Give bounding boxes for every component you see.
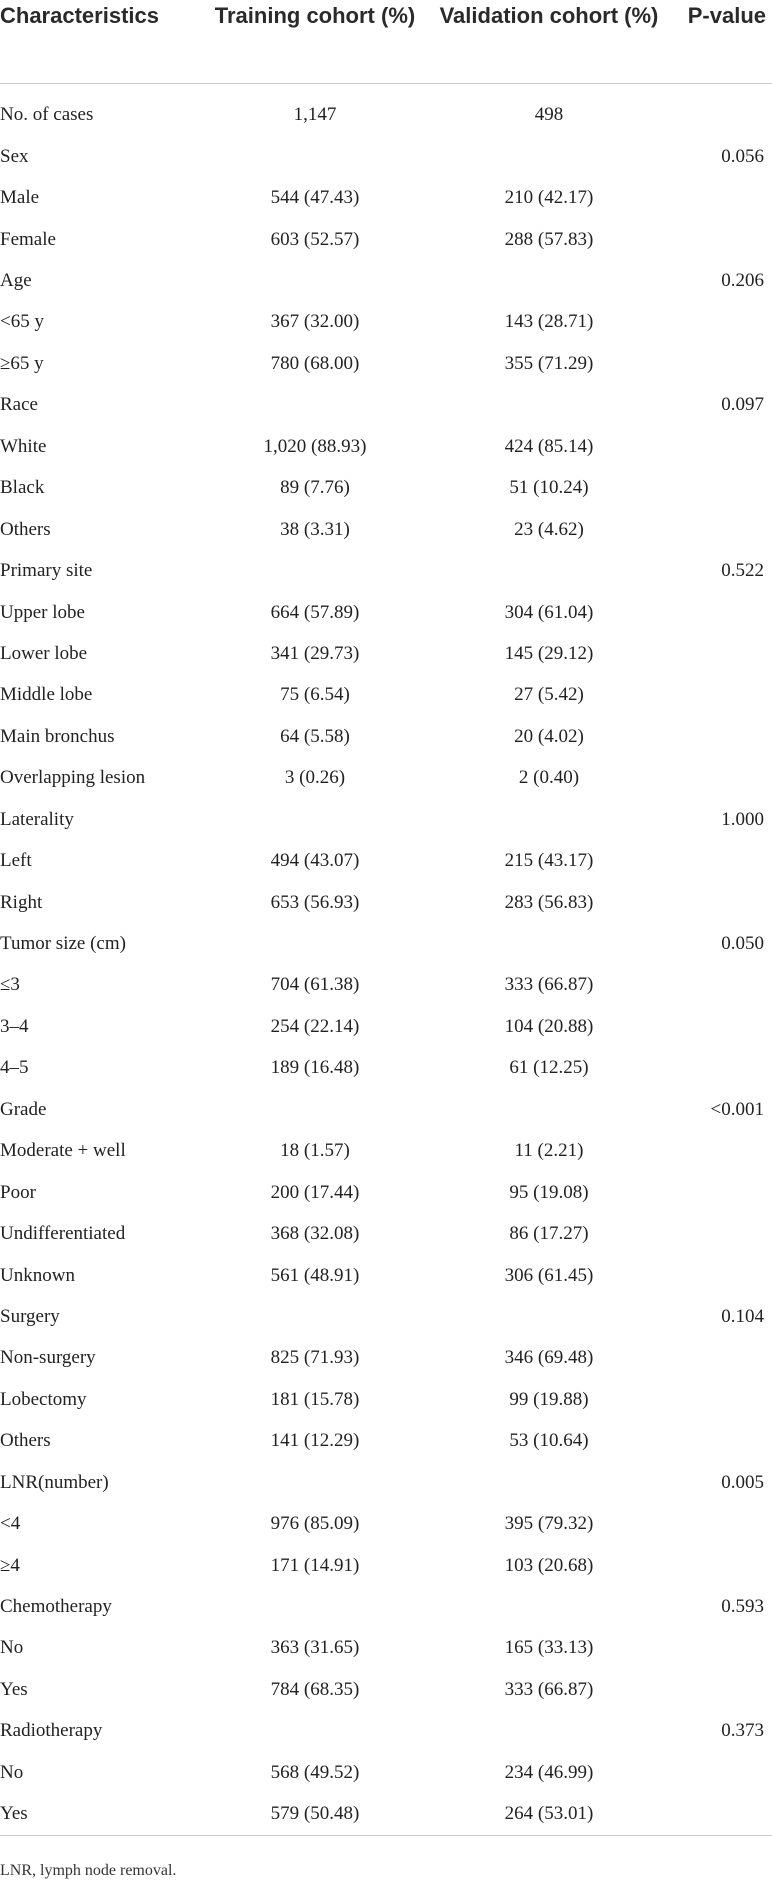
table-row bbox=[0, 1462, 772, 1503]
validation-cohort-value bbox=[424, 799, 674, 840]
training-cohort-value: 89 (7.76) bbox=[280, 477, 350, 499]
training-cohort-value: 1,147 bbox=[293, 104, 337, 125]
p-value bbox=[674, 468, 772, 509]
training-cohort-value: 1,020 (88.93) bbox=[263, 435, 367, 457]
p-value: 0.097 bbox=[721, 394, 764, 416]
row-label: LNR(number) bbox=[0, 1471, 109, 1493]
p-value bbox=[674, 219, 772, 260]
p-value bbox=[674, 1172, 772, 1213]
validation-cohort-value: 145 (29.12) bbox=[504, 642, 594, 664]
row-label: Laterality bbox=[0, 808, 74, 830]
p-value bbox=[674, 1669, 772, 1710]
table-row bbox=[0, 716, 772, 757]
table-row bbox=[0, 1338, 772, 1379]
training-cohort-value: 579 (50.48) bbox=[206, 1794, 424, 1836]
training-cohort-value: 341 (29.73) bbox=[270, 642, 360, 664]
p-value bbox=[674, 965, 772, 1006]
training-cohort-value: 171 (14.91) bbox=[270, 1554, 360, 1576]
row-label: Male bbox=[0, 187, 40, 209]
training-cohort-value: 568 (49.52) bbox=[270, 1761, 360, 1783]
training-cohort-value: 561 (48.91) bbox=[270, 1264, 360, 1286]
table-row bbox=[0, 1131, 772, 1172]
p-value: 0.593 bbox=[721, 1596, 764, 1618]
row-label: Left bbox=[0, 850, 32, 872]
table-row bbox=[0, 260, 772, 301]
training-cohort-value bbox=[206, 136, 424, 177]
row-label: Yes bbox=[0, 1678, 28, 1700]
row-label: Upper lobe bbox=[0, 601, 85, 623]
validation-cohort-value: 395 (79.32) bbox=[504, 1513, 594, 1535]
validation-cohort-value: 234 (46.99) bbox=[504, 1761, 594, 1783]
row-label: Tumor size (cm) bbox=[0, 933, 126, 955]
validation-cohort-value: 27 (5.42) bbox=[514, 684, 584, 706]
table-body bbox=[0, 84, 772, 1836]
validation-cohort-value bbox=[424, 1586, 674, 1627]
training-cohort-value: 181 (15.78) bbox=[270, 1388, 360, 1410]
training-cohort-value: 200 (17.44) bbox=[270, 1181, 360, 1203]
p-value bbox=[674, 343, 772, 384]
row-label: <4 bbox=[0, 1513, 21, 1535]
validation-cohort-value: 11 (2.21) bbox=[514, 1140, 584, 1162]
training-cohort-value: 368 (32.08) bbox=[270, 1223, 360, 1245]
row-label: Race bbox=[0, 394, 38, 416]
p-value bbox=[674, 509, 772, 550]
row-label: Undifferentiated bbox=[0, 1223, 126, 1245]
validation-cohort-value: 304 (61.04) bbox=[504, 601, 594, 623]
validation-cohort-value: 283 (56.83) bbox=[504, 891, 594, 913]
training-cohort-value: 603 (52.57) bbox=[270, 228, 360, 250]
table-row bbox=[0, 965, 772, 1006]
training-cohort-value: 3 (0.26) bbox=[284, 767, 346, 789]
validation-cohort-value: 165 (33.13) bbox=[504, 1637, 594, 1659]
table-row bbox=[0, 633, 772, 674]
training-cohort-value bbox=[206, 385, 424, 426]
p-value bbox=[674, 716, 772, 757]
p-value bbox=[674, 758, 772, 799]
training-cohort-value: 976 (85.09) bbox=[270, 1513, 360, 1535]
validation-cohort-value: 20 (4.02) bbox=[514, 725, 584, 747]
row-label: Surgery bbox=[0, 1305, 60, 1327]
training-cohort-value: 664 (57.89) bbox=[270, 601, 360, 623]
table-row bbox=[0, 468, 772, 509]
validation-cohort-value: 210 (42.17) bbox=[504, 187, 594, 209]
training-cohort-value: 75 (6.54) bbox=[280, 684, 350, 706]
row-label: Overlapping lesion bbox=[0, 767, 146, 789]
validation-cohort-value bbox=[424, 1462, 674, 1503]
validation-cohort-value: 346 (69.48) bbox=[504, 1347, 594, 1369]
training-cohort-value: 780 (68.00) bbox=[270, 352, 360, 374]
validation-cohort-value: 333 (66.87) bbox=[504, 974, 594, 996]
validation-cohort-value bbox=[424, 136, 674, 177]
table-row bbox=[0, 758, 772, 799]
table-header bbox=[0, 0, 772, 84]
table-row bbox=[0, 1421, 772, 1462]
validation-cohort-value bbox=[424, 1711, 674, 1752]
training-cohort-value: 189 (16.48) bbox=[270, 1057, 360, 1079]
p-value bbox=[674, 1006, 772, 1047]
p-value bbox=[674, 1131, 772, 1172]
table-row bbox=[0, 1711, 772, 1752]
training-cohort-value: 494 (43.07) bbox=[270, 850, 360, 872]
validation-cohort-value: 95 (19.08) bbox=[509, 1181, 589, 1203]
p-value bbox=[674, 177, 772, 218]
training-cohort-value bbox=[206, 260, 424, 301]
row-label: Age bbox=[0, 270, 32, 292]
row-label: No bbox=[0, 1761, 24, 1783]
table-row bbox=[0, 84, 772, 137]
training-cohort-value: 825 (71.93) bbox=[270, 1347, 360, 1369]
p-value: 0.522 bbox=[721, 560, 764, 582]
table-row bbox=[0, 1213, 772, 1254]
validation-cohort-value: 288 (57.83) bbox=[504, 228, 594, 250]
training-cohort-value: 544 (47.43) bbox=[270, 187, 360, 209]
table-row bbox=[0, 1503, 772, 1544]
table-row bbox=[0, 675, 772, 716]
p-value bbox=[674, 675, 772, 716]
table-row bbox=[0, 343, 772, 384]
validation-cohort-value: 143 (28.71) bbox=[504, 311, 594, 333]
header-validation-cohort: Validation cohort (%) bbox=[424, 0, 674, 84]
table-row bbox=[0, 550, 772, 591]
validation-cohort-value: 61 (12.25) bbox=[509, 1057, 589, 1079]
row-label: Sex bbox=[0, 145, 29, 167]
row-label: ≥65 y bbox=[0, 352, 44, 374]
table-row bbox=[0, 1628, 772, 1669]
table-footnote: LNR, lymph node removal. bbox=[0, 1862, 177, 1879]
p-value: 0.005 bbox=[721, 1471, 764, 1493]
validation-cohort-value: 103 (20.68) bbox=[504, 1554, 594, 1576]
training-cohort-value: 64 (5.58) bbox=[280, 725, 350, 747]
validation-cohort-value bbox=[424, 260, 674, 301]
training-cohort-value: 704 (61.38) bbox=[270, 974, 360, 996]
table-row bbox=[0, 1545, 772, 1586]
row-label: Middle lobe bbox=[0, 684, 93, 706]
row-label: Unknown bbox=[0, 1264, 75, 1286]
validation-cohort-value: 23 (4.62) bbox=[514, 518, 584, 540]
row-label: No. of cases bbox=[0, 104, 94, 125]
header-characteristics: Characteristics bbox=[0, 0, 206, 84]
row-label: Others bbox=[0, 1430, 51, 1452]
table-row bbox=[0, 592, 772, 633]
validation-cohort-value: 104 (20.88) bbox=[504, 1015, 594, 1037]
validation-cohort-value: 86 (17.27) bbox=[509, 1223, 589, 1245]
p-value bbox=[674, 1048, 772, 1089]
row-label: Chemotherapy bbox=[0, 1596, 112, 1618]
row-label: Lower lobe bbox=[0, 642, 88, 664]
validation-cohort-value: 306 (61.45) bbox=[504, 1264, 594, 1286]
validation-cohort-value: 215 (43.17) bbox=[504, 850, 594, 872]
p-value bbox=[674, 1503, 772, 1544]
p-value: 0.206 bbox=[721, 270, 764, 292]
row-label: ≤3 bbox=[0, 974, 20, 996]
table-row bbox=[0, 1172, 772, 1213]
p-value bbox=[674, 1421, 772, 1462]
training-cohort-value bbox=[206, 1462, 424, 1503]
training-cohort-value bbox=[206, 1089, 424, 1130]
row-label: Yes bbox=[0, 1794, 206, 1836]
row-label: Lobectomy bbox=[0, 1388, 87, 1410]
table-row bbox=[0, 1752, 772, 1793]
header-row bbox=[0, 0, 772, 84]
row-label: Right bbox=[0, 891, 43, 913]
p-value bbox=[674, 633, 772, 674]
p-value bbox=[674, 840, 772, 881]
validation-cohort-value: 264 (53.01) bbox=[424, 1794, 674, 1836]
validation-cohort-value bbox=[424, 1089, 674, 1130]
table-row bbox=[0, 1296, 772, 1337]
validation-cohort-value bbox=[424, 385, 674, 426]
table-row bbox=[0, 1006, 772, 1047]
validation-cohort-value: 51 (10.24) bbox=[509, 477, 589, 499]
row-label: 4–5 bbox=[0, 1057, 29, 1079]
row-label: Female bbox=[0, 228, 56, 250]
training-cohort-value: 18 (1.57) bbox=[280, 1140, 350, 1162]
p-value bbox=[674, 1338, 772, 1379]
row-label: White bbox=[0, 435, 47, 457]
validation-cohort-value: 355 (71.29) bbox=[504, 352, 594, 374]
row-label: Others bbox=[0, 518, 51, 540]
table-row bbox=[0, 1089, 772, 1130]
training-cohort-value: 653 (56.93) bbox=[270, 891, 360, 913]
p-value bbox=[674, 302, 772, 343]
p-value bbox=[674, 1379, 772, 1420]
table-row bbox=[0, 840, 772, 881]
training-cohort-value bbox=[206, 799, 424, 840]
header-p-value: P-value bbox=[674, 0, 772, 84]
table-row bbox=[0, 385, 772, 426]
row-label: Main bronchus bbox=[0, 725, 115, 747]
training-cohort-value: 367 (32.00) bbox=[270, 311, 360, 333]
row-label: Moderate + well bbox=[0, 1140, 126, 1162]
p-value: 0.056 bbox=[721, 145, 764, 167]
row-label: No bbox=[0, 1637, 24, 1659]
row-label: <65 y bbox=[0, 311, 44, 333]
training-cohort-value bbox=[206, 1586, 424, 1627]
header-training-cohort: Training cohort (%) bbox=[206, 0, 424, 84]
p-value bbox=[674, 882, 772, 923]
p-value: 0.050 bbox=[721, 933, 764, 955]
table-row bbox=[0, 1379, 772, 1420]
row-label: Black bbox=[0, 477, 45, 499]
p-value bbox=[674, 592, 772, 633]
validation-cohort-value: 99 (19.88) bbox=[509, 1388, 589, 1410]
table-row bbox=[0, 799, 772, 840]
row-label: Poor bbox=[0, 1181, 36, 1203]
p-value: 0.373 bbox=[721, 1720, 764, 1742]
table-row bbox=[0, 923, 772, 964]
table-row bbox=[0, 1255, 772, 1296]
validation-cohort-value: 333 (66.87) bbox=[504, 1678, 594, 1700]
p-value: 0.104 bbox=[721, 1305, 764, 1327]
p-value bbox=[674, 1255, 772, 1296]
row-label: Non-surgery bbox=[0, 1347, 96, 1369]
p-value bbox=[674, 1794, 772, 1836]
p-value bbox=[674, 1213, 772, 1254]
p-value bbox=[674, 1752, 772, 1793]
row-label: Radiotherapy bbox=[0, 1720, 103, 1742]
training-cohort-value: 363 (31.65) bbox=[270, 1637, 360, 1659]
p-value bbox=[674, 84, 772, 137]
training-cohort-value: 254 (22.14) bbox=[270, 1015, 360, 1037]
training-cohort-value bbox=[206, 923, 424, 964]
training-cohort-value: 784 (68.35) bbox=[270, 1678, 360, 1700]
training-cohort-value bbox=[206, 550, 424, 591]
p-value: 1.000 bbox=[721, 808, 764, 830]
training-cohort-value: 141 (12.29) bbox=[270, 1430, 360, 1452]
p-value bbox=[674, 1628, 772, 1669]
training-cohort-value bbox=[206, 1711, 424, 1752]
training-cohort-value bbox=[206, 1296, 424, 1337]
row-label: Primary site bbox=[0, 560, 93, 582]
table-row bbox=[0, 1669, 772, 1710]
row-label: ≥4 bbox=[0, 1554, 20, 1576]
table-row bbox=[0, 882, 772, 923]
row-label: Grade bbox=[0, 1098, 47, 1120]
validation-cohort-value: 424 (85.14) bbox=[504, 435, 594, 457]
table-row bbox=[0, 136, 772, 177]
table-row bbox=[0, 219, 772, 260]
p-value bbox=[674, 1545, 772, 1586]
training-cohort-value: 38 (3.31) bbox=[280, 518, 350, 540]
table-row bbox=[0, 1048, 772, 1089]
table-row bbox=[0, 302, 772, 343]
table-row bbox=[0, 1794, 772, 1836]
p-value bbox=[674, 426, 772, 467]
validation-cohort-value bbox=[424, 1296, 674, 1337]
validation-cohort-value: 53 (10.64) bbox=[509, 1430, 589, 1452]
table-row bbox=[0, 509, 772, 550]
table-row bbox=[0, 426, 772, 467]
table-row bbox=[0, 1586, 772, 1627]
validation-cohort-value bbox=[424, 550, 674, 591]
row-label: 3–4 bbox=[0, 1015, 29, 1037]
table-row bbox=[0, 177, 772, 218]
validation-cohort-value: 498 bbox=[534, 104, 564, 125]
validation-cohort-value: 2 (0.40) bbox=[518, 767, 580, 789]
validation-cohort-value bbox=[424, 923, 674, 964]
p-value: <0.001 bbox=[710, 1098, 764, 1120]
